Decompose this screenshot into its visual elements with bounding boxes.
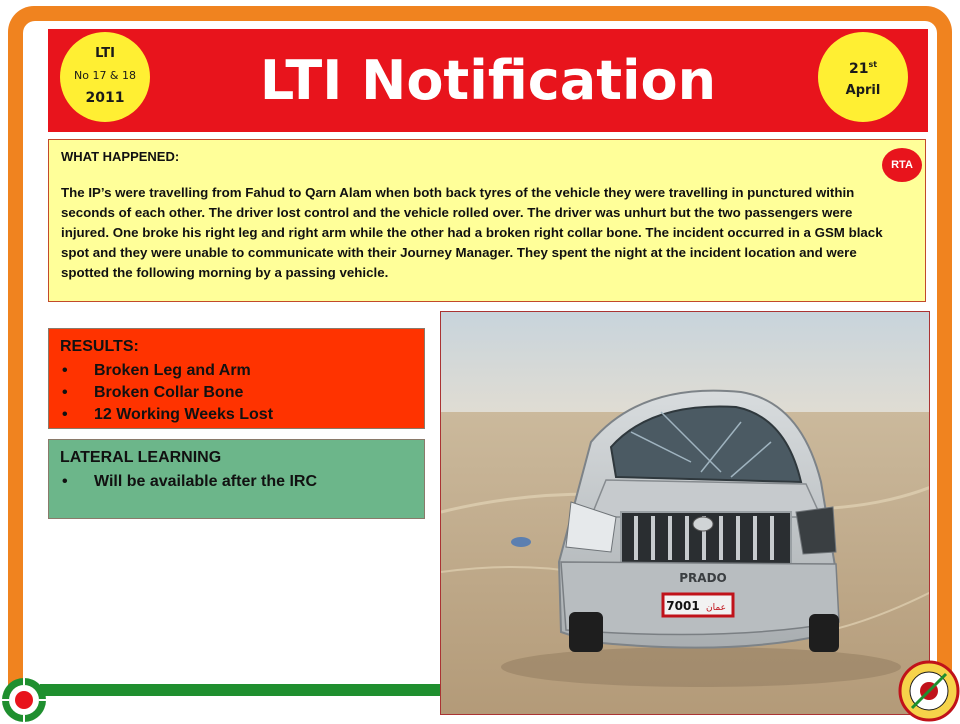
plate-number: 7001 [666,599,700,613]
what-happened-heading: WHAT HAPPENED: [61,149,180,164]
lti-badge-number: No 17 & 18 [73,69,137,82]
safety-award-logo-icon [898,660,960,722]
lateral-learning-heading: LATERAL LEARNING [60,449,222,466]
results-list [60,360,273,426]
header-banner [48,29,928,132]
results-heading: RESULTS: [60,338,139,355]
date-month: April [845,83,881,98]
page-title: LTI Notification [259,49,717,112]
grille-text: PRADO [679,571,727,585]
lti-badge-label: LTI [95,46,115,61]
what-happened-text: The IP’s were travelling from Fahud to Qarn Alam when both back tyres of the vehicle they were travelling in punctured within seconds of each other. The driver lost control and the vehicle rolled over. The driver was unhurt but the two passengers were injured. One broke his right leg and right arm while the other had a broken right collar bone. The incident occurred in a GSM black spot and they were unable to communicate with their Journey Manager. They spent the night at the incident location and were spotted the following morning by a passing vehicle. [61,185,883,280]
date-suffix: st [868,60,878,69]
lateral-learning-list [60,471,317,493]
incident-photo [440,311,930,715]
rta-category-badge: RTA [882,148,922,182]
damaged-vehicle-illustration [441,312,930,715]
list-item: • Broken Collar Bone [60,382,273,404]
list-item: • Broken Leg and Arm [60,360,273,382]
company-logo-icon [0,676,48,724]
list-item: • 12 Working Weeks Lost [60,404,273,426]
date-badge [818,32,908,122]
what-happened-panel [48,139,926,302]
results-panel [48,328,425,429]
plate-script: عمان [706,603,726,613]
lti-number-badge [60,32,150,122]
lti-badge-year: 2011 [85,90,125,106]
list-item: • Will be available after the IRC [60,471,317,493]
lateral-learning-panel [48,439,425,519]
date-day: 21st [848,60,878,77]
